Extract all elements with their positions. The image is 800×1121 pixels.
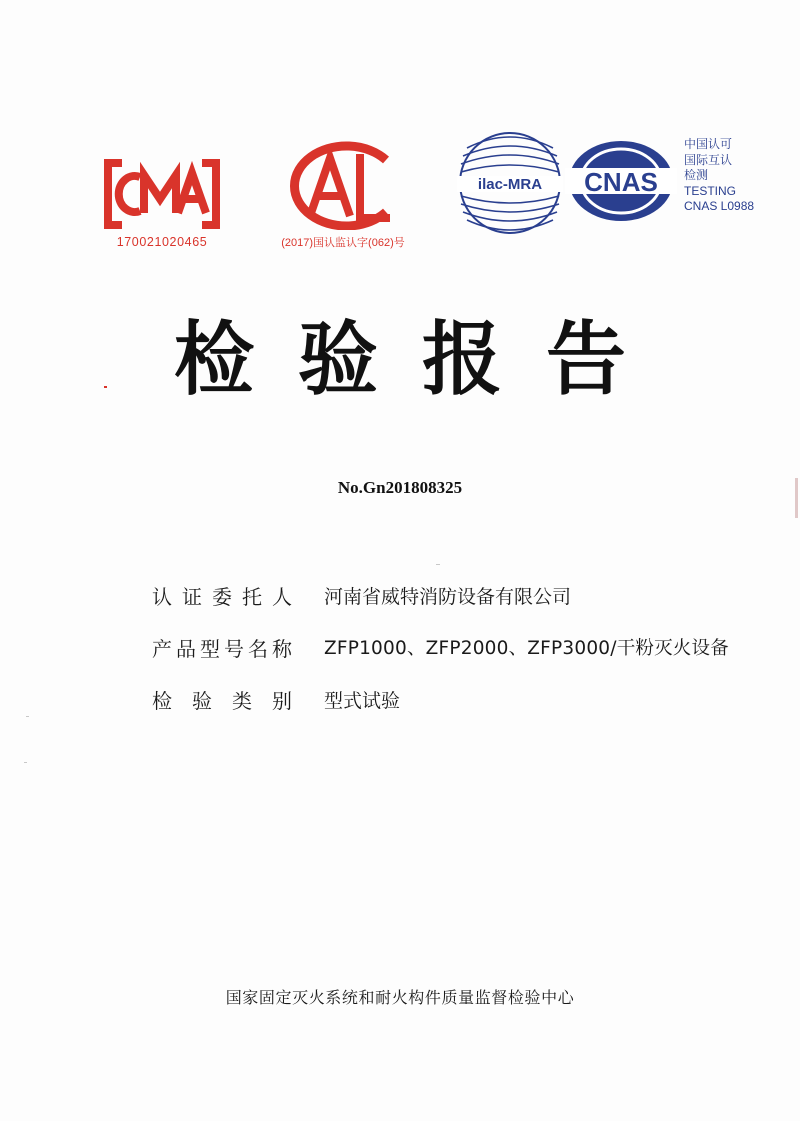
issuing-organization: 国家固定灭火系统和耐火构件质量监督检验中心 — [225, 988, 575, 1007]
product-label: 产 品 型 号 名 称 — [152, 637, 292, 661]
info-row-test-type — [152, 686, 792, 738]
cnas-logo — [565, 138, 677, 224]
report-info — [152, 582, 792, 738]
info-row-client — [152, 582, 792, 634]
scan-speck — [24, 762, 27, 763]
cal-seal-icon — [258, 138, 428, 230]
cnas-line-china: 中国认可 — [684, 137, 733, 151]
cnas-emblem-icon — [565, 138, 677, 224]
product-value: ZFP1000、ZFP2000、ZFP3000/干粉灭火设备 — [324, 638, 729, 659]
scan-speck — [436, 564, 440, 565]
cnas-line-intl: 国际互认 — [684, 152, 733, 167]
scan-edge — [795, 478, 798, 518]
client-label: 认 证 委 托 人 — [152, 585, 292, 609]
ilac-globe-icon — [455, 128, 565, 238]
cal-code: (2017)国认监认字(062)号 — [281, 237, 405, 249]
cnas-line-testing: TESTING — [684, 183, 737, 198]
cma-code: 170021020465 — [116, 235, 208, 249]
cma-logo — [100, 155, 224, 255]
cal-logo — [258, 138, 428, 258]
test-type-label: 检 验 类 别 — [152, 689, 292, 713]
cnas-line-number: CNAS L0988 — [684, 199, 755, 213]
page-title: 检验报告 — [174, 313, 670, 406]
scan-speck — [104, 386, 107, 388]
cma-seal-icon — [100, 155, 224, 233]
scan-speck — [26, 716, 29, 717]
info-row-product — [152, 634, 792, 686]
report-number: No.Gn201808325 — [337, 478, 463, 497]
cnas-caption — [684, 137, 794, 215]
test-type-value: 型式试验 — [324, 690, 401, 712]
ilac-mra-logo — [455, 128, 565, 238]
cnas-line-testing-cn: 检测 — [684, 168, 709, 182]
client-value: 河南省威特消防设备有限公司 — [324, 586, 572, 608]
cnas-mark-text: CNAS — [584, 167, 658, 197]
ilac-mark-text: ilac-MRA — [477, 176, 543, 193]
